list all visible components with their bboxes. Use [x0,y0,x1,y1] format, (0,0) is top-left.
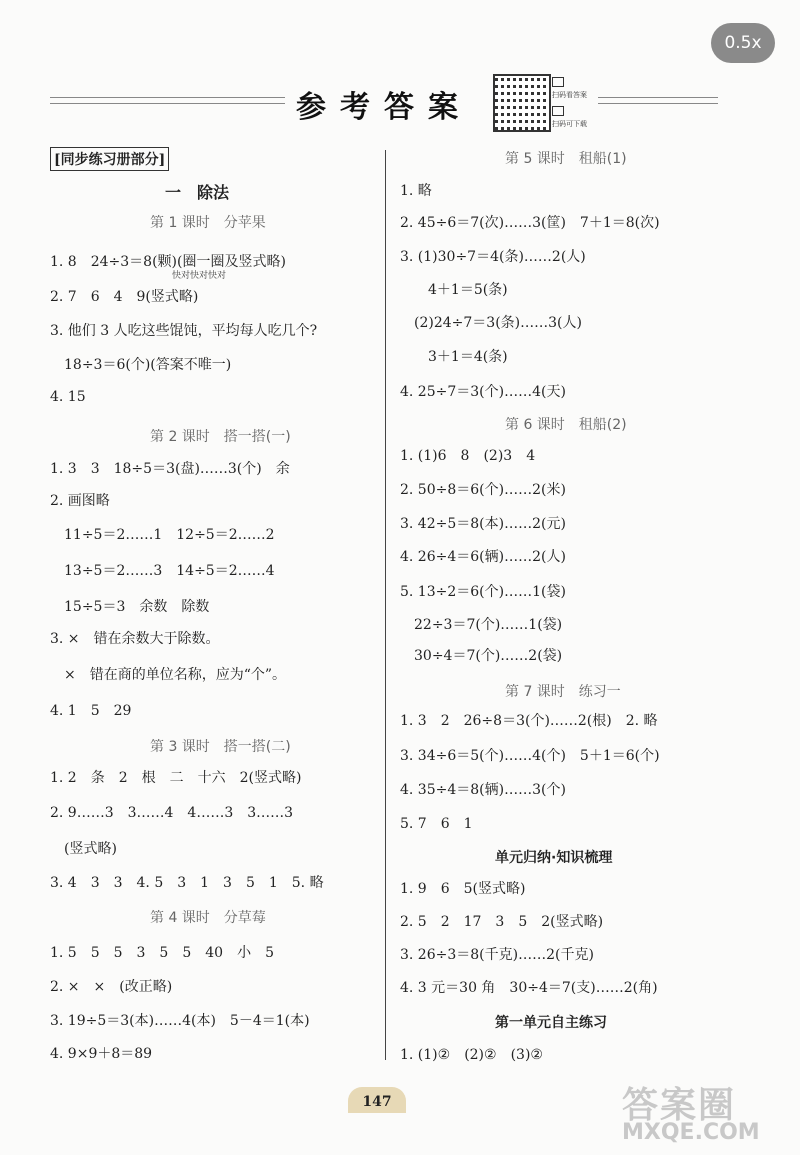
answer-line: 3. (1)30÷7＝4(条)……2(人) [400,249,586,265]
page-number: 147 [348,1087,406,1113]
answer-line: 5. 7 6 1 [400,816,473,832]
answer-line: 3. 19÷5＝3(本)……4(本) 5－4＝1(本) [50,1013,310,1029]
answer-line: 4. 1 5 29 [50,703,132,719]
answer-line: 4. 26÷4＝6(辆)……2(人) [400,549,566,565]
title-rule-left-2 [50,103,285,104]
lesson-heading: 第 2 课时 搭一搭(一) [150,429,291,445]
qr-label-top: 扫码看答案 [552,91,587,99]
watermark-logo: 答案圈 [622,1085,737,1126]
answer-line: 3. 42÷5＝8(本)……2(元) [400,516,566,532]
answer-line: 1. 3 2 26÷8＝3(个)……2(根) 2. 略 [400,713,658,729]
title-rule-right-2 [598,103,718,104]
lesson-heading: 第 3 课时 搭一搭(二) [150,739,291,755]
lesson-heading: 第 6 课时 租船(2) [505,417,627,433]
lesson-heading: 第 4 课时 分草莓 [150,910,266,926]
qr-labels [552,77,587,129]
answer-line: 2. 50÷8＝6(个)……2(米) [400,482,566,498]
answer-line: 3. 26÷3＝8(千克)……2(千克) [400,947,594,963]
qr-code-icon [493,74,551,132]
lesson-heading: 第 5 课时 租船(1) [505,151,627,167]
watermark-url: MXQE.COM [622,1120,760,1145]
answer-line: 4. 25÷7＝3(个)……4(天) [400,384,566,400]
unit-heading: 第一单元自主练习 [495,1015,607,1031]
answer-line: 1. (1)6 8 (2)3 4 [400,448,536,464]
answer-line: 2. 画图略 [50,493,110,509]
download-icon [552,106,564,116]
answer-line: 1. 5 5 5 3 5 5 40 小 5 [50,945,274,961]
answer-line: 1. 9 6 5(竖式略) [400,881,526,897]
column-divider [385,150,386,1060]
answer-line: (竖式略) [50,841,117,857]
section-label: [同步练习册部分] [50,147,169,171]
answer-line: 3＋1＝4(条) [400,349,508,365]
answer-line: 4. 3 元＝30 角 30÷4＝7(支)……2(角) [400,980,658,996]
qr-label-bottom: 扫码可下载 [552,120,587,128]
answer-line: 2. 7 6 4 9(竖式略) [50,289,199,305]
answer-line: 1. 略 [400,183,432,199]
answer-line: 3. 34÷6＝5(个)……4(个) 5＋1＝6(个) [400,748,660,764]
answer-line: 4. 15 [50,389,86,405]
answer-line: 11÷5＝2……1 12÷5＝2……2 [50,527,275,543]
answer-line: 22÷3＝7(个)……1(袋) [400,617,563,633]
answer-line: 3. 他们 3 人吃这些馄饨，平均每人吃几个? [50,323,318,339]
answer-line: 4. 9×9＋8＝89 [50,1046,153,1062]
answer-line: 4＋1＝5(条) [400,282,508,298]
lesson-heading: 第 7 课时 练习一 [505,684,621,700]
answer-line: 1. 3 3 18÷5＝3(盘)……3(个) 余 [50,461,290,477]
answer-line: 2. 5 2 17 3 5 2(竖式略) [400,914,604,930]
answer-line: 1. 8 24÷3＝8(颗)(圈一圈及竖式略) [50,254,286,270]
answer-line: × 错在商的单位名称，应为“个”。 [50,667,287,683]
answer-line: 1. (1)② (2)② (3)② [400,1047,543,1063]
answer-line: 18÷3＝6(个)(答案不唯一) [50,357,232,373]
answer-line: (2)24÷7＝3(条)……3(人) [400,315,582,331]
answer-line: 2. 9……3 3……4 4……3 3……3 [50,805,294,821]
answer-line: 3. × 错在余数大于除数。 [50,631,220,647]
chapter-heading: 一 除法 [165,183,230,202]
stamp-text: 快对快对快对 [172,271,227,281]
unit-heading: 单元归纳·知识梳理 [495,850,613,866]
speed-badge[interactable]: 0.5x [711,23,775,63]
answer-line: 5. 13÷2＝6(个)……1(袋) [400,584,566,600]
title-rule-left [50,97,285,98]
answer-line: 30÷4＝7(个)……2(袋) [400,648,563,664]
answer-line: 15÷5＝3 余数 除数 [50,599,210,615]
answer-line: 2. × × (改正略) [50,979,173,995]
lesson-heading: 第 1 课时 分苹果 [150,215,266,231]
title-rule-right [598,97,718,98]
answer-line: 1. 2 条 2 根 二 十六 2(竖式略) [50,770,302,786]
answer-line: 13÷5＝2……3 14÷5＝2……4 [50,563,275,579]
answer-line: 2. 45÷6＝7(次)……3(筐) 7＋1＝8(次) [400,215,660,231]
page-title: 参考答案 [296,90,472,125]
answer-line: 3. 4 3 3 4. 5 3 1 3 5 1 5. 略 [50,875,324,891]
book-icon [552,77,564,87]
answer-line: 4. 35÷4＝8(辆)……3(个) [400,782,566,798]
